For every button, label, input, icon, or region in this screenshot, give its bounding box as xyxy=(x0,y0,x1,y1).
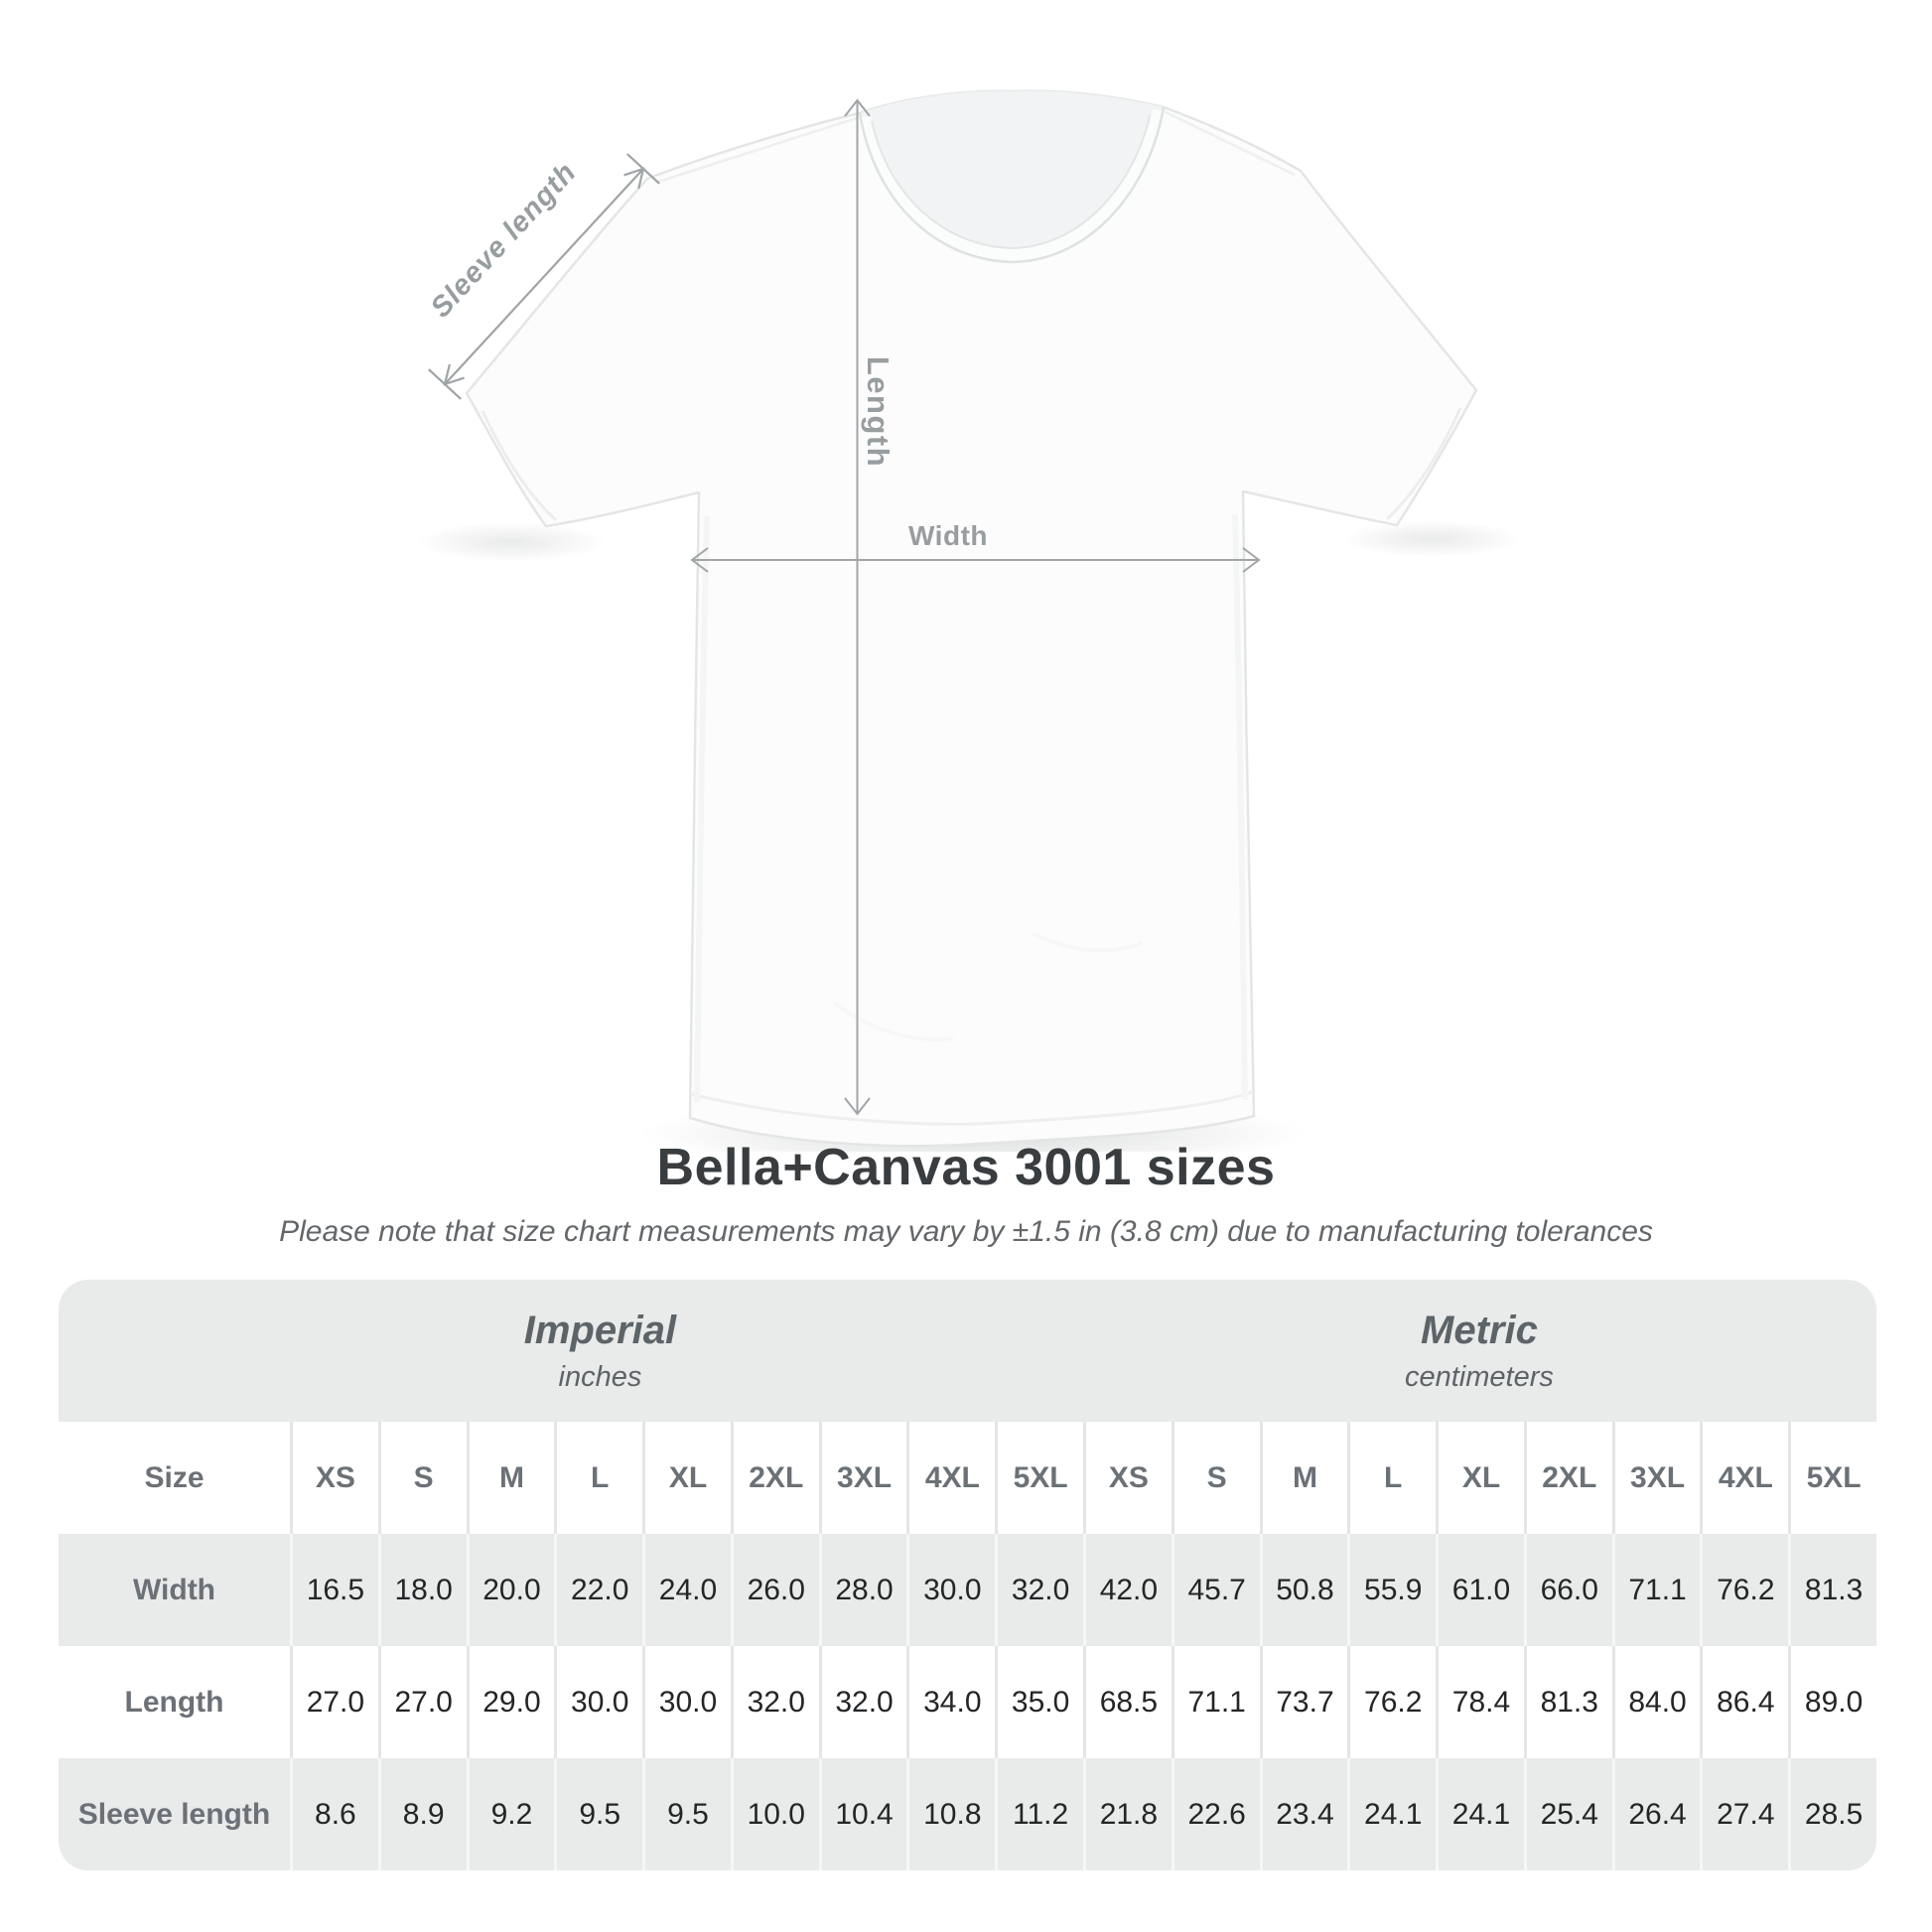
measurement-cell: 23.4 xyxy=(1260,1758,1348,1870)
measurement-cell: 9.5 xyxy=(642,1758,731,1870)
measurement-cell: 76.2 xyxy=(1700,1534,1788,1646)
measurement-cell: 78.4 xyxy=(1436,1646,1524,1758)
measurement-cell: 22.0 xyxy=(554,1534,642,1646)
measurement-cell: 30.0 xyxy=(642,1646,731,1758)
measurement-cell: 84.0 xyxy=(1612,1646,1701,1758)
size-header: XS xyxy=(290,1422,378,1534)
sleeve-length-label: Sleeve length xyxy=(424,156,583,325)
size-header: L xyxy=(554,1422,642,1534)
size-header: 2XL xyxy=(731,1422,819,1534)
measurement-cell: 28.5 xyxy=(1788,1758,1876,1870)
measurement-cell: 73.7 xyxy=(1260,1646,1348,1758)
size-header: S xyxy=(1172,1422,1260,1534)
measurement-cell: 9.5 xyxy=(554,1758,642,1870)
size-table xyxy=(59,1280,1876,1870)
measurement-cell: 24.0 xyxy=(642,1534,731,1646)
measurement-cell: 27.0 xyxy=(290,1646,378,1758)
measurement-cell: 50.8 xyxy=(1260,1534,1348,1646)
page-subtitle: Please note that size chart measurements may vary by ±1.5 in (3.8 cm) due to manufacturing tolerances xyxy=(279,1215,1653,1248)
row-label: Sleeve length xyxy=(59,1758,290,1870)
measurement-cell: 32.0 xyxy=(995,1534,1083,1646)
size-header: 4XL xyxy=(1700,1422,1788,1534)
measurement-cell: 86.4 xyxy=(1700,1646,1788,1758)
size-header: 3XL xyxy=(1612,1422,1701,1534)
measurement-cell: 71.1 xyxy=(1612,1534,1701,1646)
size-header: XL xyxy=(642,1422,731,1534)
size-header: 5XL xyxy=(1788,1422,1876,1534)
measurement-cell: 24.1 xyxy=(1436,1758,1524,1870)
measurement-cell: 26.4 xyxy=(1612,1758,1701,1870)
page-title: Bella+Canvas 3001 sizes xyxy=(656,1139,1276,1196)
size-header: 4XL xyxy=(906,1422,995,1534)
measurement-cell: 27.4 xyxy=(1700,1758,1788,1870)
measurement-cell: 30.0 xyxy=(554,1646,642,1758)
measurement-cell: 18.0 xyxy=(378,1534,467,1646)
measurement-cell: 45.7 xyxy=(1172,1534,1260,1646)
measurement-cell: 10.4 xyxy=(819,1758,907,1870)
size-header: XS xyxy=(1083,1422,1172,1534)
measurement-cell: 66.0 xyxy=(1524,1534,1612,1646)
measurement-cell: 27.0 xyxy=(378,1646,467,1758)
measurement-cell: 68.5 xyxy=(1083,1646,1172,1758)
size-header: 3XL xyxy=(819,1422,907,1534)
measurement-cell: 21.8 xyxy=(1083,1758,1172,1870)
imperial-unit: inches xyxy=(558,1360,642,1393)
measurement-cell: 22.6 xyxy=(1172,1758,1260,1870)
measurement-cell: 10.8 xyxy=(906,1758,995,1870)
measurement-cell: 32.0 xyxy=(731,1646,819,1758)
size-header: M xyxy=(1260,1422,1348,1534)
measurement-cell: 71.1 xyxy=(1172,1646,1260,1758)
length-label: Length xyxy=(861,355,896,469)
size-header: XL xyxy=(1436,1422,1524,1534)
measurement-cell: 32.0 xyxy=(819,1646,907,1758)
units-band xyxy=(59,1280,1876,1422)
measurement-cell: 55.9 xyxy=(1347,1534,1436,1646)
size-header: M xyxy=(467,1422,555,1534)
size-header: 5XL xyxy=(995,1422,1083,1534)
measurement-cell: 42.0 xyxy=(1083,1534,1172,1646)
measurement-cell: 9.2 xyxy=(467,1758,555,1870)
measurement-cell: 25.4 xyxy=(1524,1758,1612,1870)
metric-unit: centimeters xyxy=(1404,1360,1554,1393)
imperial-label: Imperial xyxy=(523,1308,677,1352)
measurement-cell: 35.0 xyxy=(995,1646,1083,1758)
measurement-cell: 26.0 xyxy=(731,1534,819,1646)
measurement-cell: 8.9 xyxy=(378,1758,467,1870)
measurement-cell: 34.0 xyxy=(906,1646,995,1758)
size-header: 2XL xyxy=(1524,1422,1612,1534)
width-label: Width xyxy=(908,520,988,551)
measurement-cell: 16.5 xyxy=(290,1534,378,1646)
measurement-cell: 30.0 xyxy=(906,1534,995,1646)
measurement-cell: 10.0 xyxy=(731,1758,819,1870)
size-column-header: Size xyxy=(59,1422,290,1534)
row-label: Width xyxy=(59,1534,290,1646)
size-header: L xyxy=(1347,1422,1436,1534)
imperial-section-header xyxy=(59,1280,1082,1422)
measurement-cell: 28.0 xyxy=(819,1534,907,1646)
measurement-cell: 24.1 xyxy=(1347,1758,1436,1870)
metric-section-header xyxy=(1082,1280,1876,1422)
metric-label: Metric xyxy=(1421,1308,1538,1352)
measurement-cell: 81.3 xyxy=(1524,1646,1612,1758)
measurement-cell: 11.2 xyxy=(995,1758,1083,1870)
size-header: S xyxy=(378,1422,467,1534)
tshirt-illustration xyxy=(467,91,1476,1147)
measurement-cell: 89.0 xyxy=(1788,1646,1876,1758)
measurement-cell: 29.0 xyxy=(467,1646,555,1758)
measurement-cell: 61.0 xyxy=(1436,1534,1524,1646)
measurement-cell: 8.6 xyxy=(290,1758,378,1870)
size-table-grid xyxy=(59,1422,1876,1870)
row-label: Length xyxy=(59,1646,290,1758)
measurement-cell: 81.3 xyxy=(1788,1534,1876,1646)
measurement-cell: 76.2 xyxy=(1347,1646,1436,1758)
measurement-cell: 20.0 xyxy=(467,1534,555,1646)
